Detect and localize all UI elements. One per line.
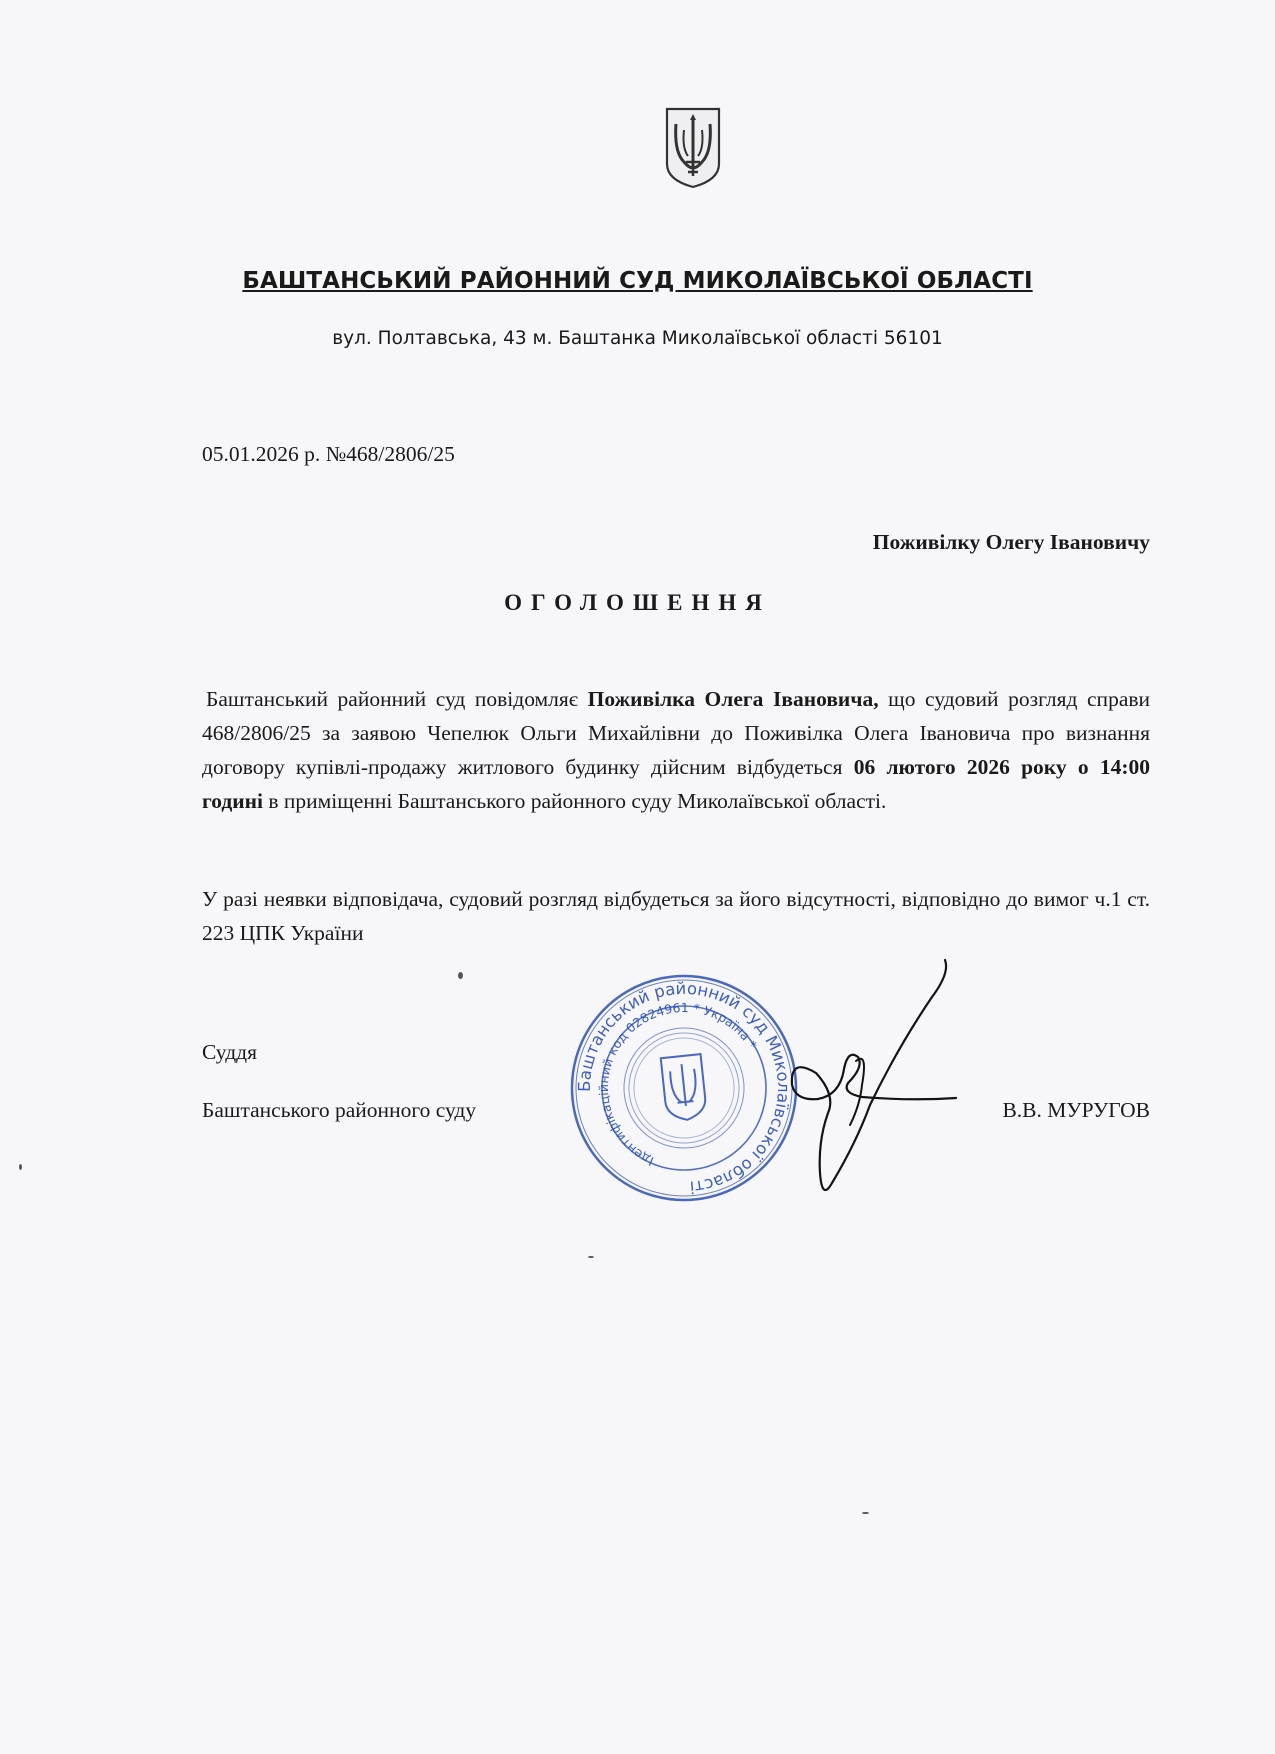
- absence-warning-paragraph: У разі неявки відповідача, судовий розгляд відбудеться за його відсутності, відповідно до вимог ч.1 ст. 223 ЦПК України: [202, 887, 1150, 945]
- seal-outer-text: Баштанський районний суд Миколаївської області: [574, 978, 794, 1197]
- signer-organization: Баштанського районного суду: [202, 1098, 477, 1122]
- trident-emblem-icon: [664, 106, 722, 190]
- addressee: Поживілку Олегу Івановичу: [872, 530, 1150, 554]
- scan-speck: [458, 972, 463, 979]
- signer-role: Суддя: [202, 1040, 257, 1064]
- notice-text: Баштанський районний суд повідомляє: [206, 687, 588, 711]
- defendant-name: Поживілка Олега Івановича,: [587, 687, 879, 711]
- seal-trident-icon: [661, 1054, 707, 1122]
- notice-text: в приміщенні Баштанського районного суду Миколаївської області.: [262, 789, 887, 813]
- court-address: вул. Полтавська, 43 м. Баштанка Миколаївської області 56101: [332, 328, 943, 349]
- handwritten-signature: [770, 955, 970, 1235]
- notice-text: що судовий розгляд справи 468/2806/25 за заявою Чепелюк Ольги Михайлівни до Поживілка Олега Івановича про визнання договору купівлі-продажу житлового будинку дійсним відбудеться: [202, 687, 1151, 779]
- date-and-case-number: 05.01.2026 р. №468/2806/25: [202, 442, 455, 466]
- hearing-date-time: 06 лютого 2026 року о 14:00 годині: [202, 755, 1150, 813]
- court-name: БАШТАНСЬКИЙ РАЙОННИЙ СУД МИКОЛАЇВСЬКОЇ ОБЛАСТІ: [242, 268, 1033, 294]
- scan-speck: [862, 1512, 869, 1514]
- document-heading: ОГОЛОШЕННЯ: [504, 590, 771, 615]
- scan-speck: [19, 1164, 22, 1170]
- scan-speck: [588, 1256, 594, 1258]
- notice-paragraph: [202, 682, 1150, 818]
- seal-inner-text: Ідентифікаційний код 02824961 * Україна *: [595, 999, 761, 1170]
- signer-name: В.В. МУРУГОВ: [1002, 1098, 1150, 1122]
